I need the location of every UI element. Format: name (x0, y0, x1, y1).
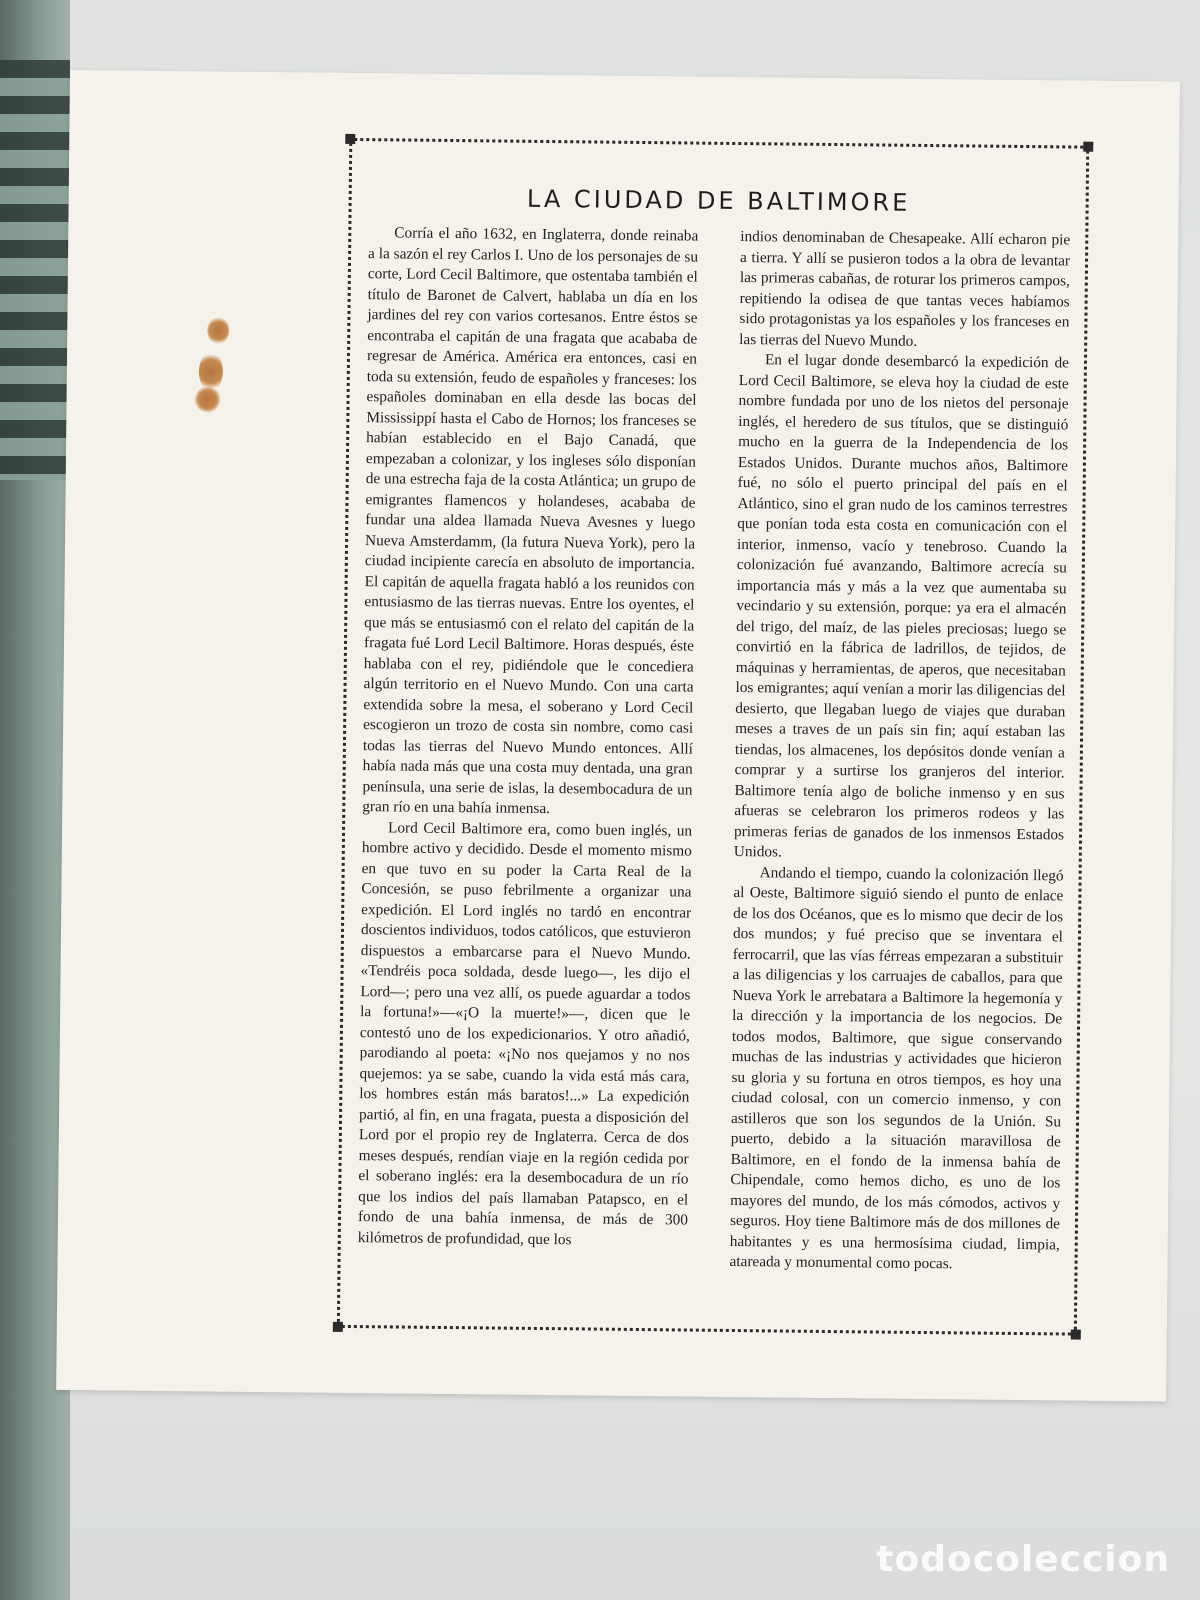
article-column-right (729, 227, 1070, 1276)
background-striped-object (0, 60, 70, 480)
paragraph: Corría el año 1632, en Inglaterra, donde reinaba a la sazón el rey Carlos I. Uno de los personajes de su corte, Lord Cecil Baltimore, que ostentaba también el título de Baronet de Calvert, hablaba un día en los jardines del rey con varios cortesanos. Entre éstos se encontraba el capitán de una fragata que acababa de regresar de América. América era entonces, casi en toda su extensión, feudo de españoles y franceses: los españoles dominaban en ella desde las bocas del Mississippí hasta el Cabo de Hornos; los franceses se habían establecido en el Bajo Canadá, que empezaban a colonizar, y los ingleses sólo disponían de una estrecha faja de la costa Atlántica; un grupo de emigrantes flamencos y holandeses, acababa de fundar una aldea llamada Nueva Avesnes y luego Nueva Amsterdamm, (la futura Nueva York), pero la ciudad incipiente carecía en absoluto de importancia. El capitán de aquella fragata habló a los reunidos con entusiasmo de las tierras nuevas. Entre los oyentes, el que más se entusiasmó con el relato del capitán de la fragata fué Lord Lecil Baltimore. Horas después, éste hablaba con el rey, pidiéndole que le concediera algún territorio en el Nuevo Mundo. Con una carta extendida sobre la mesa, el soberano y Lord Cecil escogieron un trozo de costa sin nombre, como casi todas las tierras del Nuevo Mundo entonces. Allí había nada más que una costa muy dentada, una gran península, una serie de islas, la desembocadura de un gran río en una bahía inmensa. (362, 224, 699, 818)
printed-page (56, 70, 1180, 1402)
article-column-left (358, 223, 699, 1251)
frame-corner (1071, 1330, 1081, 1340)
paragraph: Lord Cecil Baltimore era, como buen inglés, un hombre activo y decidido. Desde el momento mismo en que tuvo en su poder la Carta Real de la Concesión, se puso febrilmente a organizar una expedición. El Lord inglés no tardó en encontrar doscientos individuos, todos católicos, que estuvieron dispuestos a embarcarse para el Nuevo Mundo. «Tendréis poca soldada, desde luego—, les dijo el Lord—; pero una vez allí, os puede aguardar a todos la fortuna!»—«¡O la muerte!»—, dicen que le contestó uno de los expedicionarios. Y otro añadió, parodiando al poeta: «¡No nos quejamos y no nos quejemos: ya se sabe, cuando la vida está más cara, los hombres están más baratos!...» La expedición partió, al fin, en una fragata, puesta a disposición del Lord por el propio rey de Inglaterra. Cerca de dos meses después, rendían viaje en la región cedida por el soberano inglés: era la desembocadura de un río que los indios del país llamaban Patapsco, en el fondo de una bahía inmensa, de más de 300 kilómetros de profundidad, que los (357, 818, 693, 1248)
article-title: LA CIUDAD DE BALTIMORE (526, 184, 911, 217)
paragraph: indios denominaban de Chesapeake. Allí echaron pie a tierra. Y allí se pusieron todos a la obra de levantar las primeras cabañas, de roturar los primeros campos, repitiendo la odisea de que tantas veces habíamos sido protagonistas ya los españoles y los franceses en las tierras del Nuevo Mundo. (739, 228, 1071, 350)
paragraph: En el lugar donde desembarcó la expedición de Lord Cecil Baltimore, se eleva hoy la ciudad de este nombre fundada por uno de los nietos del personaje inglés, el heredero de sus títulos, que se distinguió mucho en la guerra de la Independencia de los Estados Unidos. Durante muchos años, Baltimore fué, no sólo el puerto principal del país en el Atlántico, sino el gran nudo de los caminos terrestres que ponían toda esta costa en comunicación con el interior, inmenso, vacío y tenebroso. Cuando la colonización fué avanzando, Baltimore acrecía su importancia más y más a la vez que aumentaba su vecindario y su extensión, porque: ya era el almacén del trigo, del maíz, de las pieles preciosas; luego se convirtió en la fábrica de ladrillos, de tejidos, de máquinas y herramientas, de aperos, que necesitaban los emigrantes; aquí venían a morir las diligencias del desierto, que llegaban luego de viajes que duraban meses a traves de un país sin fin; aquí estaban las tiendas, los almacenes, los depósitos donde venían a comprar y a surtirse los granjeros del interior. Baltimore tenía algo de boliche inmenso y en sus afueras se celebraron los primeros rodeos y las primeras ferias de ganados de los inmensos Estados Unidos. (733, 351, 1070, 861)
paragraph: Andando el tiempo, cuando la colonización llegó al Oeste, Baltimore siguió siendo el punto de enlace de los dos Océanos, que es lo mismo que decir de los dos mundos; y fué preciso que se inventara el ferrocarril, que las vías férreas empezaran a substituir a las diligencias y los carruajes de caballos, para que Nueva York le arrebatara a Baltimore la hegemonía y la dirección y la importancia de los negocios. De todos modos, Baltimore, que sigue conservando muchas de las industrias y actividades que hicieron su gloria y su fortuna en otros tiempos, es hoy una ciudad colosal, con un comercio inmenso, y con astilleros que son los segundos de la Unión. Su puerto, debido a la situación maravillosa de Baltimore, en el fondo de la inmensa bahía de Chipendale, como hemos dicho, es uno de los mayores del mundo, de los más cómodos, activos y seguros. Hoy tiene Baltimore más de dos millones de habitantes y es una hermosísima ciudad, limpia, atareada y monumental como pocas. (729, 863, 1064, 1273)
rust-stain (207, 316, 229, 344)
rust-stain (199, 351, 223, 391)
frame-corner (345, 134, 355, 144)
frame-corner (1083, 142, 1093, 152)
watermark-logo: todocoleccion (876, 1539, 1170, 1580)
rust-stain (194, 386, 220, 412)
frame-corner (333, 1322, 343, 1332)
